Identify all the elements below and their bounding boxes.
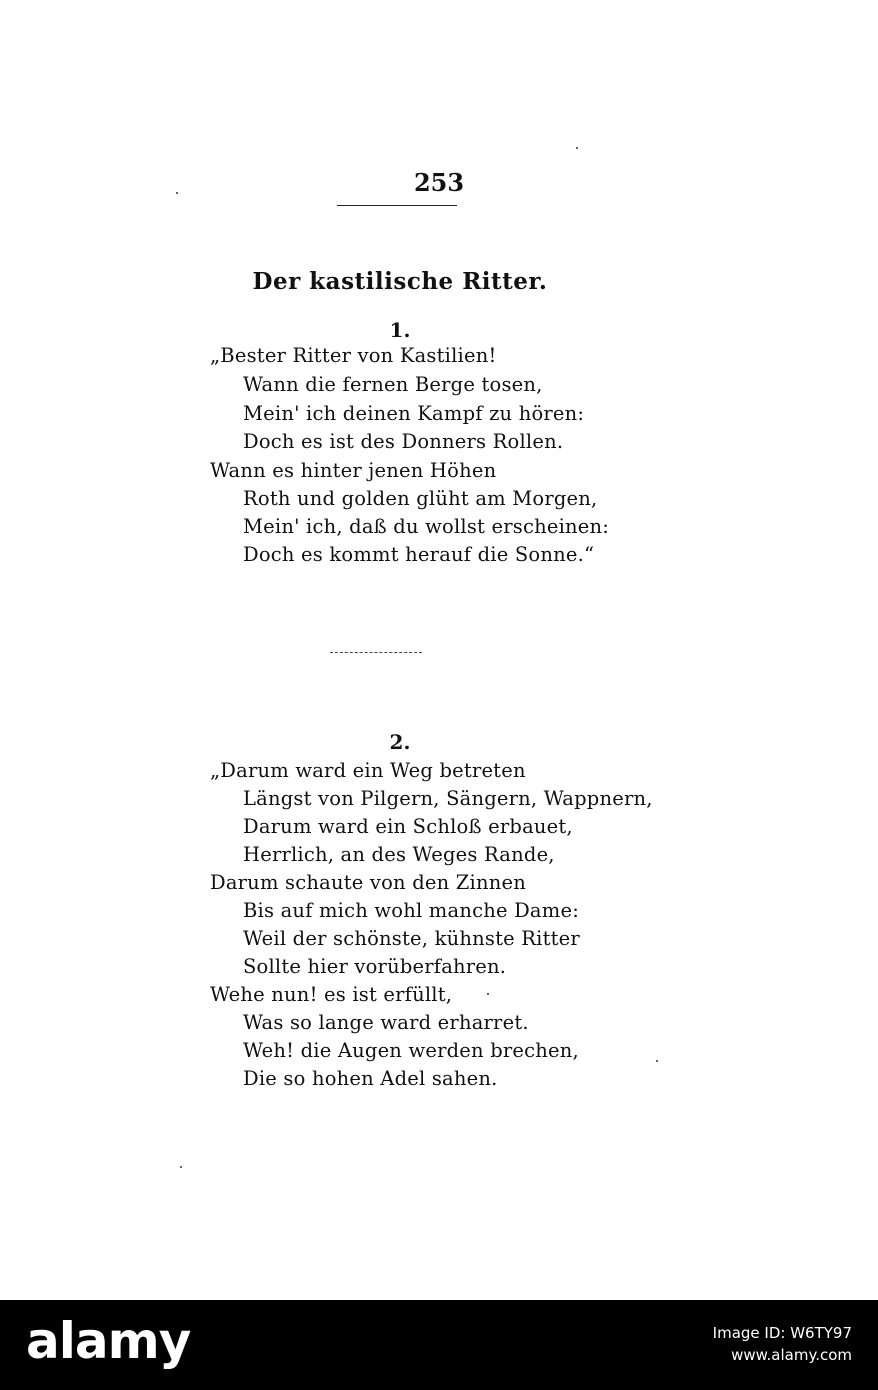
site-url: www.alamy.com bbox=[731, 1346, 852, 1364]
poem-line: Doch es ist des Donners Rollen. bbox=[243, 430, 564, 453]
poem-line: Bis auf mich wohl manche Dame: bbox=[243, 899, 579, 922]
section-number-1: 1. bbox=[389, 318, 411, 342]
scan-speck bbox=[576, 147, 578, 149]
poem-line: Sollte hier vorüberfahren. bbox=[243, 955, 507, 978]
poem-line: Mein' ich, daß du wollst erscheinen: bbox=[243, 515, 610, 538]
poem-title: Der kastilische Ritter. bbox=[252, 268, 548, 295]
scan-speck bbox=[180, 1166, 182, 1168]
poem-line: Mein' ich deinen Kampf zu hören: bbox=[243, 402, 585, 425]
section-number-2: 2. bbox=[389, 730, 411, 754]
poem-line: Herrlich, an des Weges Rande, bbox=[243, 843, 555, 866]
poem-line: „Bester Ritter von Kastilien! bbox=[210, 344, 497, 367]
watermark-banner bbox=[0, 1300, 878, 1390]
poem-line: Wann die fernen Berge tosen, bbox=[243, 373, 543, 396]
image-id: Image ID: W6TY97 bbox=[712, 1324, 852, 1342]
scan-speck bbox=[656, 1060, 658, 1062]
page-number: 253 bbox=[413, 168, 465, 197]
scan-speck bbox=[487, 993, 489, 995]
poem-line: Darum ward ein Schloß erbauet, bbox=[243, 815, 573, 838]
poem-line: Doch es kommt herauf die Sonne.“ bbox=[243, 543, 595, 566]
poem-line: Die so hohen Adel sahen. bbox=[243, 1067, 498, 1090]
poem-line: Weh! die Augen werden brechen, bbox=[243, 1039, 579, 1062]
poem-line: „Darum ward ein Weg betreten bbox=[210, 759, 526, 782]
alamy-logo: alamy bbox=[26, 1312, 191, 1370]
image-credit bbox=[713, 1322, 852, 1366]
poem-line: Längst von Pilgern, Sängern, Wappnern, bbox=[243, 787, 653, 810]
poem-line: Weil der schönste, kühnste Ritter bbox=[243, 927, 580, 950]
poem-line: Roth und golden glüht am Morgen, bbox=[243, 487, 598, 510]
poem-line: Was so lange ward erharret. bbox=[243, 1011, 529, 1034]
section-divider bbox=[330, 652, 422, 653]
poem-line: Wehe nun! es ist erfüllt, bbox=[210, 983, 453, 1006]
header-rule bbox=[337, 205, 457, 206]
poem-line: Wann es hinter jenen Höhen bbox=[210, 459, 497, 482]
scan-speck bbox=[176, 192, 178, 194]
poem-line: Darum schaute von den Zinnen bbox=[210, 871, 526, 894]
